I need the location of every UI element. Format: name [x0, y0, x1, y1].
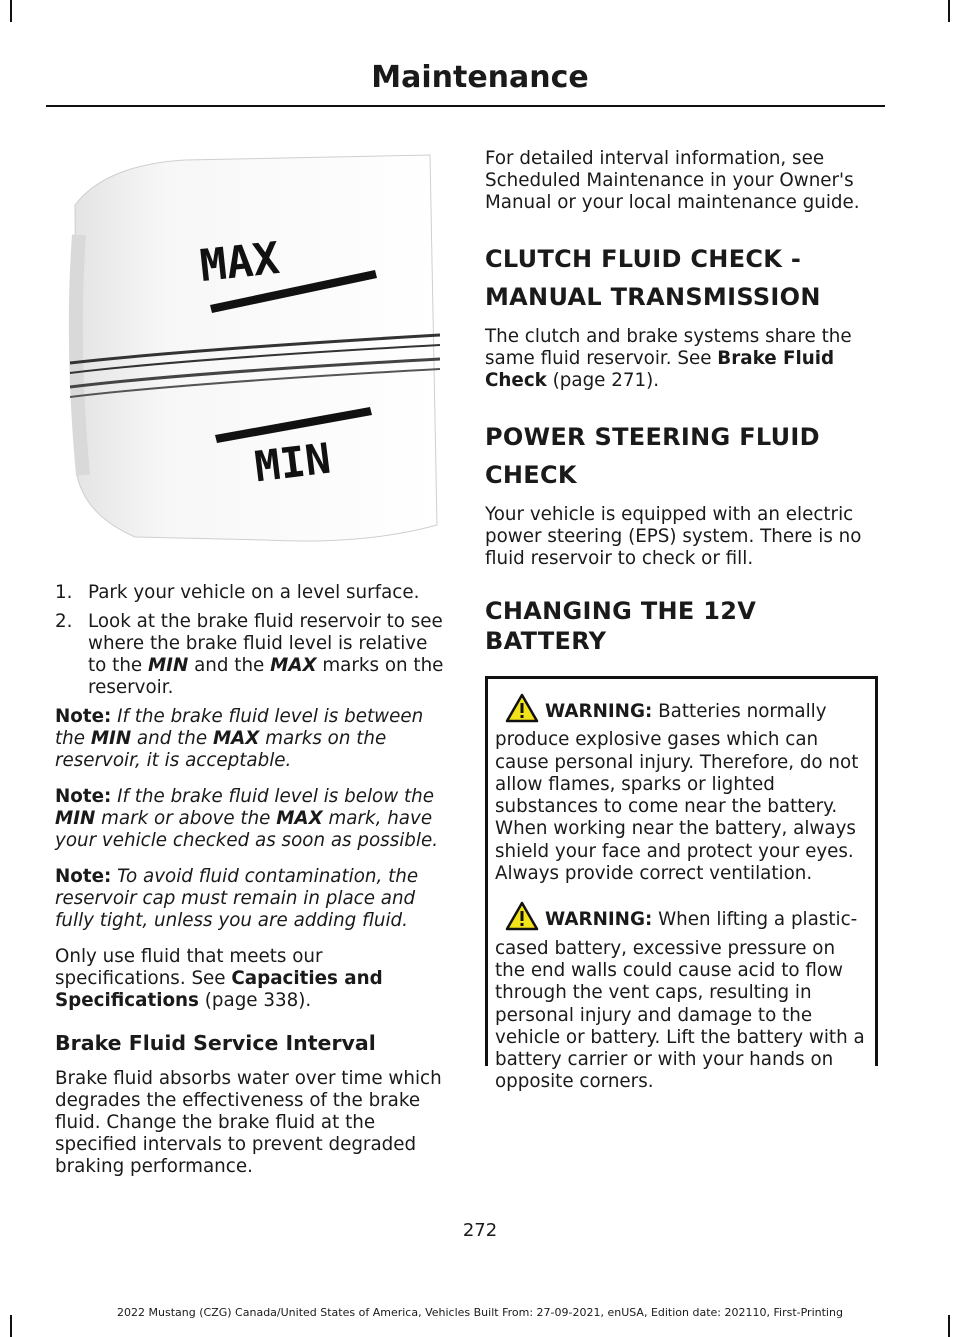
list-item: [55, 582, 450, 604]
page-reference: (page 338).: [198, 990, 312, 1011]
note-label: Note:: [55, 866, 112, 887]
header-divider: [46, 105, 885, 107]
note: [55, 786, 450, 852]
procedure-steps: [55, 582, 450, 699]
footer-text: 2022 Mustang (CZG) Canada/United States of America, Vehicles Built From: 27-09-2021, enUSA, Edition date: 202110, First-Printing: [117, 1306, 843, 1319]
emphasis: MIN: [90, 728, 132, 749]
crop-mark: [10, 0, 12, 22]
step-text: Park your vehicle on a level surface.: [88, 582, 420, 603]
max-mark-label: MAX: [197, 232, 282, 293]
note-text: mark or above the: [95, 808, 277, 829]
note-text: and the: [131, 728, 213, 749]
step-text: Look at the brake fluid reservoir to see where the brake fluid level is relative to the: [88, 611, 443, 676]
paragraph-text: Only use fluid that meets our specifications. See: [55, 946, 323, 989]
warning-label: WARNING:: [545, 701, 653, 722]
paragraph-text: The clutch and brake systems share the same fluid reservoir. See: [485, 326, 852, 369]
battery-heading: CHANGING THE 12V BATTERY: [485, 597, 757, 655]
heading-line: CHECK: [485, 461, 577, 489]
warning: [495, 901, 868, 1093]
emphasis: MAX: [212, 728, 260, 749]
warning-text: Batteries normally produce explosive gases which can cause personal injury. Therefore, do not allow flames, sparks or lighted substances to come near the battery. When working near the battery, always shield your face and protect your eyes. Always provide correct ventilation.: [495, 701, 859, 885]
warning: [495, 693, 868, 885]
step-text: and the: [188, 655, 271, 676]
list-item: [55, 611, 450, 699]
note: [55, 866, 450, 932]
note-text: mark, have your vehicle checked as soon as possible.: [55, 808, 439, 851]
heading-line: MANUAL TRANSMISSION: [485, 283, 821, 311]
heading-line: POWER STEERING FLUID: [485, 423, 820, 451]
crop-mark: [948, 0, 950, 22]
power-steering-body: Your vehicle is equipped with an electric power steering (EPS) system. There is no fluid reservoir to check or fill.: [485, 504, 862, 569]
emphasis: MIN: [147, 655, 189, 676]
page-title: Maintenance: [371, 60, 589, 95]
capacities-link[interactable]: Capacities and Specifications: [55, 968, 383, 1011]
note-text: If the brake fluid level is below the: [111, 786, 435, 807]
warning-triangle-icon: [505, 693, 539, 729]
step-number: 1.: [55, 582, 73, 603]
note-text: marks on the reservoir, it is acceptable.: [55, 728, 387, 771]
note-text: To avoid fluid contamination, the reservoir cap must remain in place and fully tight, unless you are adding fluid.: [55, 866, 419, 931]
brake-interval-body: Brake fluid absorbs water over time which degrades the effectiveness of the brake fluid. Change the brake fluid at the specified intervals to prevent degraded braking performance.: [55, 1068, 442, 1177]
right-column: [485, 148, 880, 1093]
step-text: marks on the reservoir.: [88, 655, 444, 698]
warning-text: When lifting a plastic-cased battery, excessive pressure on the end walls could cause acid to flow through the vent caps, resulting in personal injury and damage to the vehicle or battery. Lift the battery with a battery carrier or with your hands on opposite corners.: [495, 909, 865, 1093]
emphasis: MIN: [55, 808, 96, 829]
interval-info: For detailed interval information, see Scheduled Maintenance in your Owner's Manual or your local maintenance guide.: [485, 148, 860, 213]
page-number: 272: [462, 1220, 498, 1241]
page-reference: (page 271).: [546, 370, 660, 391]
emphasis: MAX: [276, 808, 323, 829]
note-text: If the brake fluid level is between the: [55, 706, 424, 749]
heading-line: CLUTCH FLUID CHECK -: [485, 245, 802, 273]
power-steering-heading: [485, 422, 880, 490]
brake-fluid-check-link[interactable]: Brake Fluid Check: [485, 348, 835, 391]
note-label: Note:: [55, 706, 112, 727]
specs-paragraph: [55, 946, 450, 1012]
warning-label: WARNING:: [545, 909, 653, 931]
brake-interval-heading: Brake Fluid Service Interval: [55, 1031, 376, 1055]
min-mark-label: MIN: [252, 433, 334, 492]
brake-reservoir-figure: [65, 145, 440, 545]
warning-triangle-icon: [505, 901, 539, 937]
emphasis: MAX: [270, 655, 317, 676]
note: [55, 706, 450, 772]
note-label: Note:: [55, 786, 112, 807]
warning-box: [485, 676, 878, 1093]
clutch-heading: [485, 244, 880, 312]
left-column: [55, 140, 450, 1192]
clutch-body: [485, 326, 880, 392]
step-number: 2.: [55, 611, 73, 632]
